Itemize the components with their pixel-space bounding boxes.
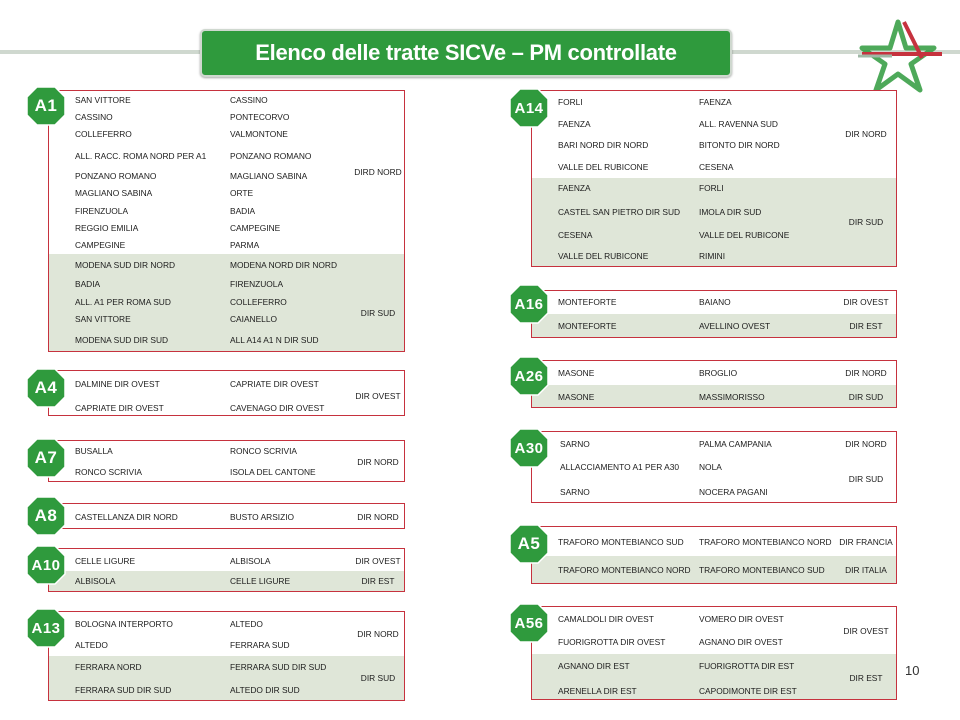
- route-to: BUSTO ARSIZIO: [230, 512, 295, 522]
- route-from: ARENELLA DIR EST: [558, 686, 637, 696]
- route-from: FERRARA SUD DIR SUD: [75, 685, 172, 695]
- route-table-a26: [531, 360, 897, 408]
- route-from: SARNO: [560, 487, 590, 497]
- route-from: CAPRIATE DIR OVEST: [75, 403, 164, 413]
- route-to: FUORIGROTTA DIR EST: [699, 661, 795, 671]
- route-to: AGNANO DIR OVEST: [699, 637, 783, 647]
- route-to: VALMONTONE: [230, 129, 288, 139]
- route-to: NOLA: [699, 462, 722, 472]
- route-table-a13: [48, 611, 405, 701]
- route-to: VALLE DEL RUBICONE: [699, 230, 790, 240]
- route-table-a56: [531, 606, 897, 700]
- route-from: BARI NORD DIR NORD: [558, 140, 649, 150]
- route-from: COLLEFERRO: [75, 129, 132, 139]
- route-to: PONTECORVO: [230, 112, 290, 122]
- route-to: BITONTO DIR NORD: [699, 140, 780, 150]
- motorway-shield-a1-icon: [26, 86, 66, 126]
- direction-label: DIR NORD: [845, 129, 887, 139]
- route-from: BOLOGNA INTERPORTO: [75, 619, 173, 629]
- motorway-shield-a10-icon: [26, 545, 66, 585]
- route-to: COLLEFERRO: [230, 297, 287, 307]
- route-from: SAN VITTORE: [75, 95, 131, 105]
- route-to: CELLE LIGURE: [230, 576, 291, 586]
- motorway-shield-a13-icon: [26, 608, 66, 648]
- route-from: SARNO: [560, 439, 590, 449]
- route-to: FAENZA: [699, 97, 732, 107]
- route-to: CASSINO: [230, 95, 268, 105]
- route-from: FAENZA: [558, 119, 591, 129]
- route-from: REGGIO EMILIA: [75, 223, 139, 233]
- shield-label: A30: [514, 439, 544, 457]
- route-to: NOCERA PAGANI: [699, 487, 768, 497]
- route-from: CESENA: [558, 230, 593, 240]
- route-to: FERRARA SUD DIR SUD: [230, 662, 327, 672]
- direction-label: DIR SUD: [360, 308, 396, 318]
- shield-label: A4: [34, 378, 58, 397]
- route-from: CASTEL SAN PIETRO DIR SUD: [558, 207, 681, 217]
- route-table-a10: [48, 548, 405, 592]
- motorway-shield-a26-icon: [509, 356, 549, 396]
- route-to: BROGLIO: [699, 368, 738, 378]
- route-to: MODENA NORD DIR NORD: [230, 260, 338, 270]
- route-from: CASSINO: [75, 112, 113, 122]
- route-to: IMOLA DIR SUD: [699, 207, 762, 217]
- route-from: MODENA SUD DIR NORD: [75, 260, 176, 270]
- route-from: ALLACCIAMENTO A1 PER A30: [560, 462, 680, 472]
- route-from: FUORIGROTTA DIR OVEST: [558, 637, 666, 647]
- route-table-a8: [48, 503, 405, 529]
- route-to: TRAFORO MONTEBIANCO SUD: [699, 565, 825, 575]
- route-table-a4: [48, 370, 405, 416]
- direction-label: DIR OVEST: [843, 297, 889, 307]
- motorway-shield-a16-icon: [509, 284, 549, 324]
- route-to: BAIANO: [699, 297, 731, 307]
- route-to: PALMA CAMPANIA: [699, 439, 772, 449]
- shield-label: A8: [34, 506, 58, 525]
- route-table-a16: [531, 290, 897, 338]
- route-to: FERRARA SUD: [230, 640, 290, 650]
- route-from: MONTEFORTE: [558, 321, 617, 331]
- page-title: Elenco delle tratte SICVe – PM controllate: [255, 40, 677, 65]
- direction-label: DIR OVEST: [355, 391, 401, 401]
- shield-label: A56: [514, 614, 544, 632]
- star-logo-icon: [852, 18, 944, 94]
- direction-label: DIR NORD: [845, 439, 887, 449]
- route-from: PONZANO ROMANO: [75, 171, 157, 181]
- direction-label: DIR OVEST: [843, 626, 889, 636]
- shield-label: A16: [514, 295, 544, 313]
- route-to: CAIANELLO: [230, 314, 278, 324]
- route-from: MODENA SUD DIR SUD: [75, 335, 169, 345]
- motorway-shield-a14-icon: [509, 88, 549, 128]
- route-table-a1: [48, 90, 405, 352]
- motorway-shield-a30-icon: [509, 428, 549, 468]
- title-banner: [200, 29, 732, 77]
- route-to: CAMPEGINE: [230, 223, 281, 233]
- route-from: ALL. A1 PER ROMA SUD: [75, 297, 171, 307]
- route-to: RIMINI: [699, 251, 726, 261]
- route-from: ALL. RACC. ROMA NORD PER A1: [75, 151, 207, 161]
- shield-label: A1: [34, 96, 58, 115]
- route-to: ISOLA DEL CANTONE: [230, 467, 316, 477]
- route-from: ALBISOLA: [75, 576, 116, 586]
- route-from: BUSALLA: [75, 446, 113, 456]
- route-to: CAVENAGO DIR OVEST: [230, 403, 325, 413]
- direction-label: DIRD NORD: [354, 167, 402, 177]
- route-from: MONTEFORTE: [558, 297, 617, 307]
- route-table-a5: [531, 526, 897, 584]
- direction-label: DIR EST: [849, 673, 883, 683]
- route-to: PONZANO ROMANO: [230, 151, 312, 161]
- page-number: 10: [905, 663, 920, 678]
- direction-label: DIR SUD: [848, 217, 884, 227]
- route-to: ALBISOLA: [230, 556, 271, 566]
- route-to: CESENA: [699, 162, 734, 172]
- route-from: MASONE: [558, 368, 595, 378]
- direction-label: DIR NORD: [845, 368, 887, 378]
- route-to: MAGLIANO SABINA: [230, 171, 308, 181]
- motorway-shield-a5-icon: [509, 524, 549, 564]
- route-from: FAENZA: [558, 183, 591, 193]
- route-from: MAGLIANO SABINA: [75, 188, 153, 198]
- route-from: AGNANO DIR EST: [558, 661, 630, 671]
- motorway-shield-a56-icon: [509, 603, 549, 643]
- route-from: ALTEDO: [75, 640, 108, 650]
- shield-label: A5: [517, 534, 541, 553]
- route-from: VALLE DEL RUBICONE: [558, 251, 649, 261]
- direction-label: DIR NORD: [357, 512, 399, 522]
- route-from: MASONE: [558, 392, 595, 402]
- route-to: ALTEDO DIR SUD: [230, 685, 300, 695]
- shield-label: A10: [31, 556, 61, 574]
- direction-label: DIR EST: [361, 576, 395, 586]
- shield-label: A13: [31, 619, 61, 637]
- route-to: PARMA: [230, 240, 260, 250]
- route-to: CAPODIMONTE DIR EST: [699, 686, 797, 696]
- direction-label: DIR SUD: [848, 392, 884, 402]
- route-from: RONCO SCRIVIA: [75, 467, 143, 477]
- route-table-a30: [531, 431, 897, 503]
- route-from: TRAFORO MONTEBIANCO SUD: [558, 537, 684, 547]
- route-from: SAN VITTORE: [75, 314, 131, 324]
- route-to: MASSIMORISSO: [699, 392, 765, 402]
- direction-label: DIR NORD: [357, 457, 399, 467]
- shield-label: A26: [514, 367, 544, 385]
- direction-label: DIR ITALIA: [845, 565, 887, 575]
- route-to: VOMERO DIR OVEST: [699, 614, 784, 624]
- shield-label: A7: [34, 448, 58, 467]
- route-to: FORLI: [699, 183, 724, 193]
- route-to: ALL. RAVENNA SUD: [699, 119, 778, 129]
- direction-label: DIR SUD: [848, 474, 884, 484]
- route-from: VALLE DEL RUBICONE: [558, 162, 649, 172]
- motorway-shield-a8-icon: [26, 496, 66, 536]
- route-from: BADIA: [75, 279, 101, 289]
- route-to: FIRENZUOLA: [230, 279, 284, 289]
- direction-label: DIR OVEST: [355, 556, 401, 566]
- route-from: TRAFORO MONTEBIANCO NORD: [558, 565, 691, 575]
- direction-label: DIR NORD: [357, 629, 399, 639]
- direction-label: DIR FRANCIA: [839, 537, 893, 547]
- route-from: FIRENZUOLA: [75, 206, 129, 216]
- direction-label: DIR SUD: [360, 673, 396, 683]
- direction-label: DIR EST: [849, 321, 883, 331]
- route-from: FORLI: [558, 97, 583, 107]
- route-table-a14: [531, 90, 897, 267]
- route-from: CELLE LIGURE: [75, 556, 136, 566]
- route-to: ORTE: [230, 188, 254, 198]
- route-from: FERRARA NORD: [75, 662, 142, 672]
- route-to: RONCO SCRIVIA: [230, 446, 298, 456]
- route-to: AVELLINO OVEST: [699, 321, 771, 331]
- route-to: TRAFORO MONTEBIANCO NORD: [699, 537, 832, 547]
- route-to: ALL A14 A1 N DIR SUD: [230, 335, 319, 345]
- route-to: ALTEDO: [230, 619, 263, 629]
- route-from: CASTELLANZA DIR NORD: [75, 512, 178, 522]
- motorway-shield-a4-icon: [26, 368, 66, 408]
- route-to: CAPRIATE DIR OVEST: [230, 379, 319, 389]
- route-from: CAMALDOLI DIR OVEST: [558, 614, 654, 624]
- route-from: DALMINE DIR OVEST: [75, 379, 160, 389]
- motorway-shield-a7-icon: [26, 438, 66, 478]
- route-to: BADIA: [230, 206, 256, 216]
- shield-label: A14: [514, 99, 544, 117]
- route-from: CAMPEGINE: [75, 240, 126, 250]
- route-table-a7: [48, 440, 405, 482]
